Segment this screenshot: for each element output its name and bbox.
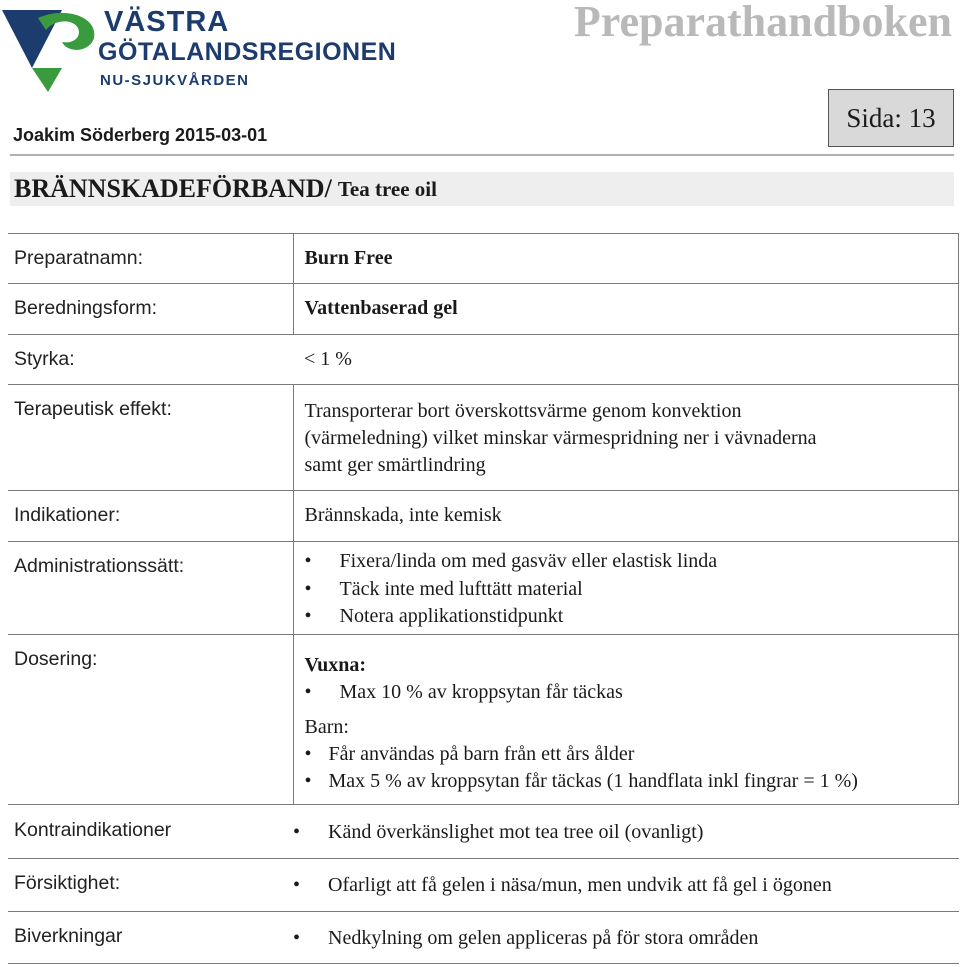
kontraindikationer-list: [293, 819, 953, 847]
vgr-logo-mark-icon: [2, 8, 98, 92]
label-dosering: Dosering:: [8, 635, 293, 805]
label-forsiktighet: Försiktighet:: [8, 859, 293, 912]
value-preparatnamn: Burn Free: [293, 234, 959, 284]
list-item: • Notera applikationstidpunkt: [305, 603, 953, 631]
value-beredningsform: Vattenbaserad gel: [293, 284, 959, 335]
dosering-child-head: Barn:: [304, 715, 349, 738]
row-dosering: [8, 635, 959, 805]
value-kontraindikationer: [293, 805, 959, 859]
list-item: • Max 10 % av kroppsytan får täckas: [305, 679, 953, 707]
org-name-line1: VÄSTRA: [104, 6, 230, 38]
row-preparatnamn: [8, 234, 959, 284]
biverkningar-list: [293, 925, 953, 953]
list-item: • Ofarligt att få gelen i näsa/mun, men undvik att få gel i ögonen: [293, 872, 953, 900]
org-name-line2: GÖTALANDSREGIONEN: [98, 38, 397, 66]
dosering-child-list: [305, 741, 953, 796]
row-terapeutisk: [8, 385, 959, 491]
label-kontraindikationer: Kontraindikationer: [8, 805, 293, 859]
page-number-box: Sida: 13: [828, 89, 954, 147]
list-item: • Täck inte med lufttätt material: [305, 576, 953, 604]
row-indikationer: [8, 491, 959, 542]
label-administration: Administrationssätt:: [8, 542, 293, 635]
list-item: • Får användas på barn från ett års ålder: [305, 741, 953, 769]
row-styrka: [8, 335, 959, 385]
terapeutisk-line1: Transporterar bort överskottsvärme genom konvektion: [304, 400, 742, 422]
terapeutisk-line3: samt ger smärtlindring: [304, 454, 486, 476]
label-terapeutisk: Terapeutisk effekt:: [8, 385, 293, 491]
list-item: • Känd överkänslighet mot tea tree oil (ovanligt): [293, 819, 953, 847]
value-terapeutisk: [293, 385, 959, 491]
value-indikationer: Brännskada, inte kemisk: [293, 491, 959, 542]
row-kontraindikationer: [8, 805, 959, 859]
value-styrka: < 1 %: [293, 335, 959, 385]
list-item: • Max 5 % av kroppsytan får täckas (1 handflata inkl fingrar = 1 %): [305, 768, 953, 796]
drug-info-table: [8, 233, 959, 964]
row-forsiktighet: [8, 859, 959, 912]
dosering-adult-list: [305, 679, 953, 707]
value-administration: [293, 542, 959, 635]
label-styrka: Styrka:: [8, 335, 293, 385]
dosering-adult-head: Vuxna:: [304, 654, 367, 676]
terapeutisk-line2: (värmeledning) vilket minskar värmespridning ner i vävnaderna: [304, 427, 817, 449]
section-title-sub: Tea tree oil: [337, 176, 437, 201]
list-item: • Fixera/linda om med gasväv eller elastisk linda: [305, 548, 953, 576]
value-forsiktighet: [293, 859, 959, 912]
value-biverkningar: [293, 912, 959, 964]
org-name-line3: NU-SJUKVÅRDEN: [100, 72, 250, 89]
section-title: [10, 172, 954, 206]
label-biverkningar: Biverkningar: [8, 912, 293, 964]
administration-list: [305, 548, 953, 631]
section-title-main: BRÄNNSKADEFÖRBAND/: [14, 174, 332, 203]
header-divider: [10, 154, 954, 156]
value-dosering: [293, 635, 959, 805]
document-title: Preparathandboken: [573, 0, 952, 46]
author-date: Joakim Söderberg 2015-03-01: [13, 125, 268, 145]
row-administration: [8, 542, 959, 635]
forsiktighet-list: [293, 872, 953, 900]
label-beredningsform: Beredningsform:: [8, 284, 293, 335]
list-item: • Nedkylning om gelen appliceras på för stora områden: [293, 925, 953, 953]
vgr-logo: [2, 2, 397, 94]
label-preparatnamn: Preparatnamn:: [8, 234, 293, 284]
label-indikationer: Indikationer:: [8, 491, 293, 542]
row-beredningsform: [8, 284, 959, 335]
row-biverkningar: [8, 912, 959, 964]
